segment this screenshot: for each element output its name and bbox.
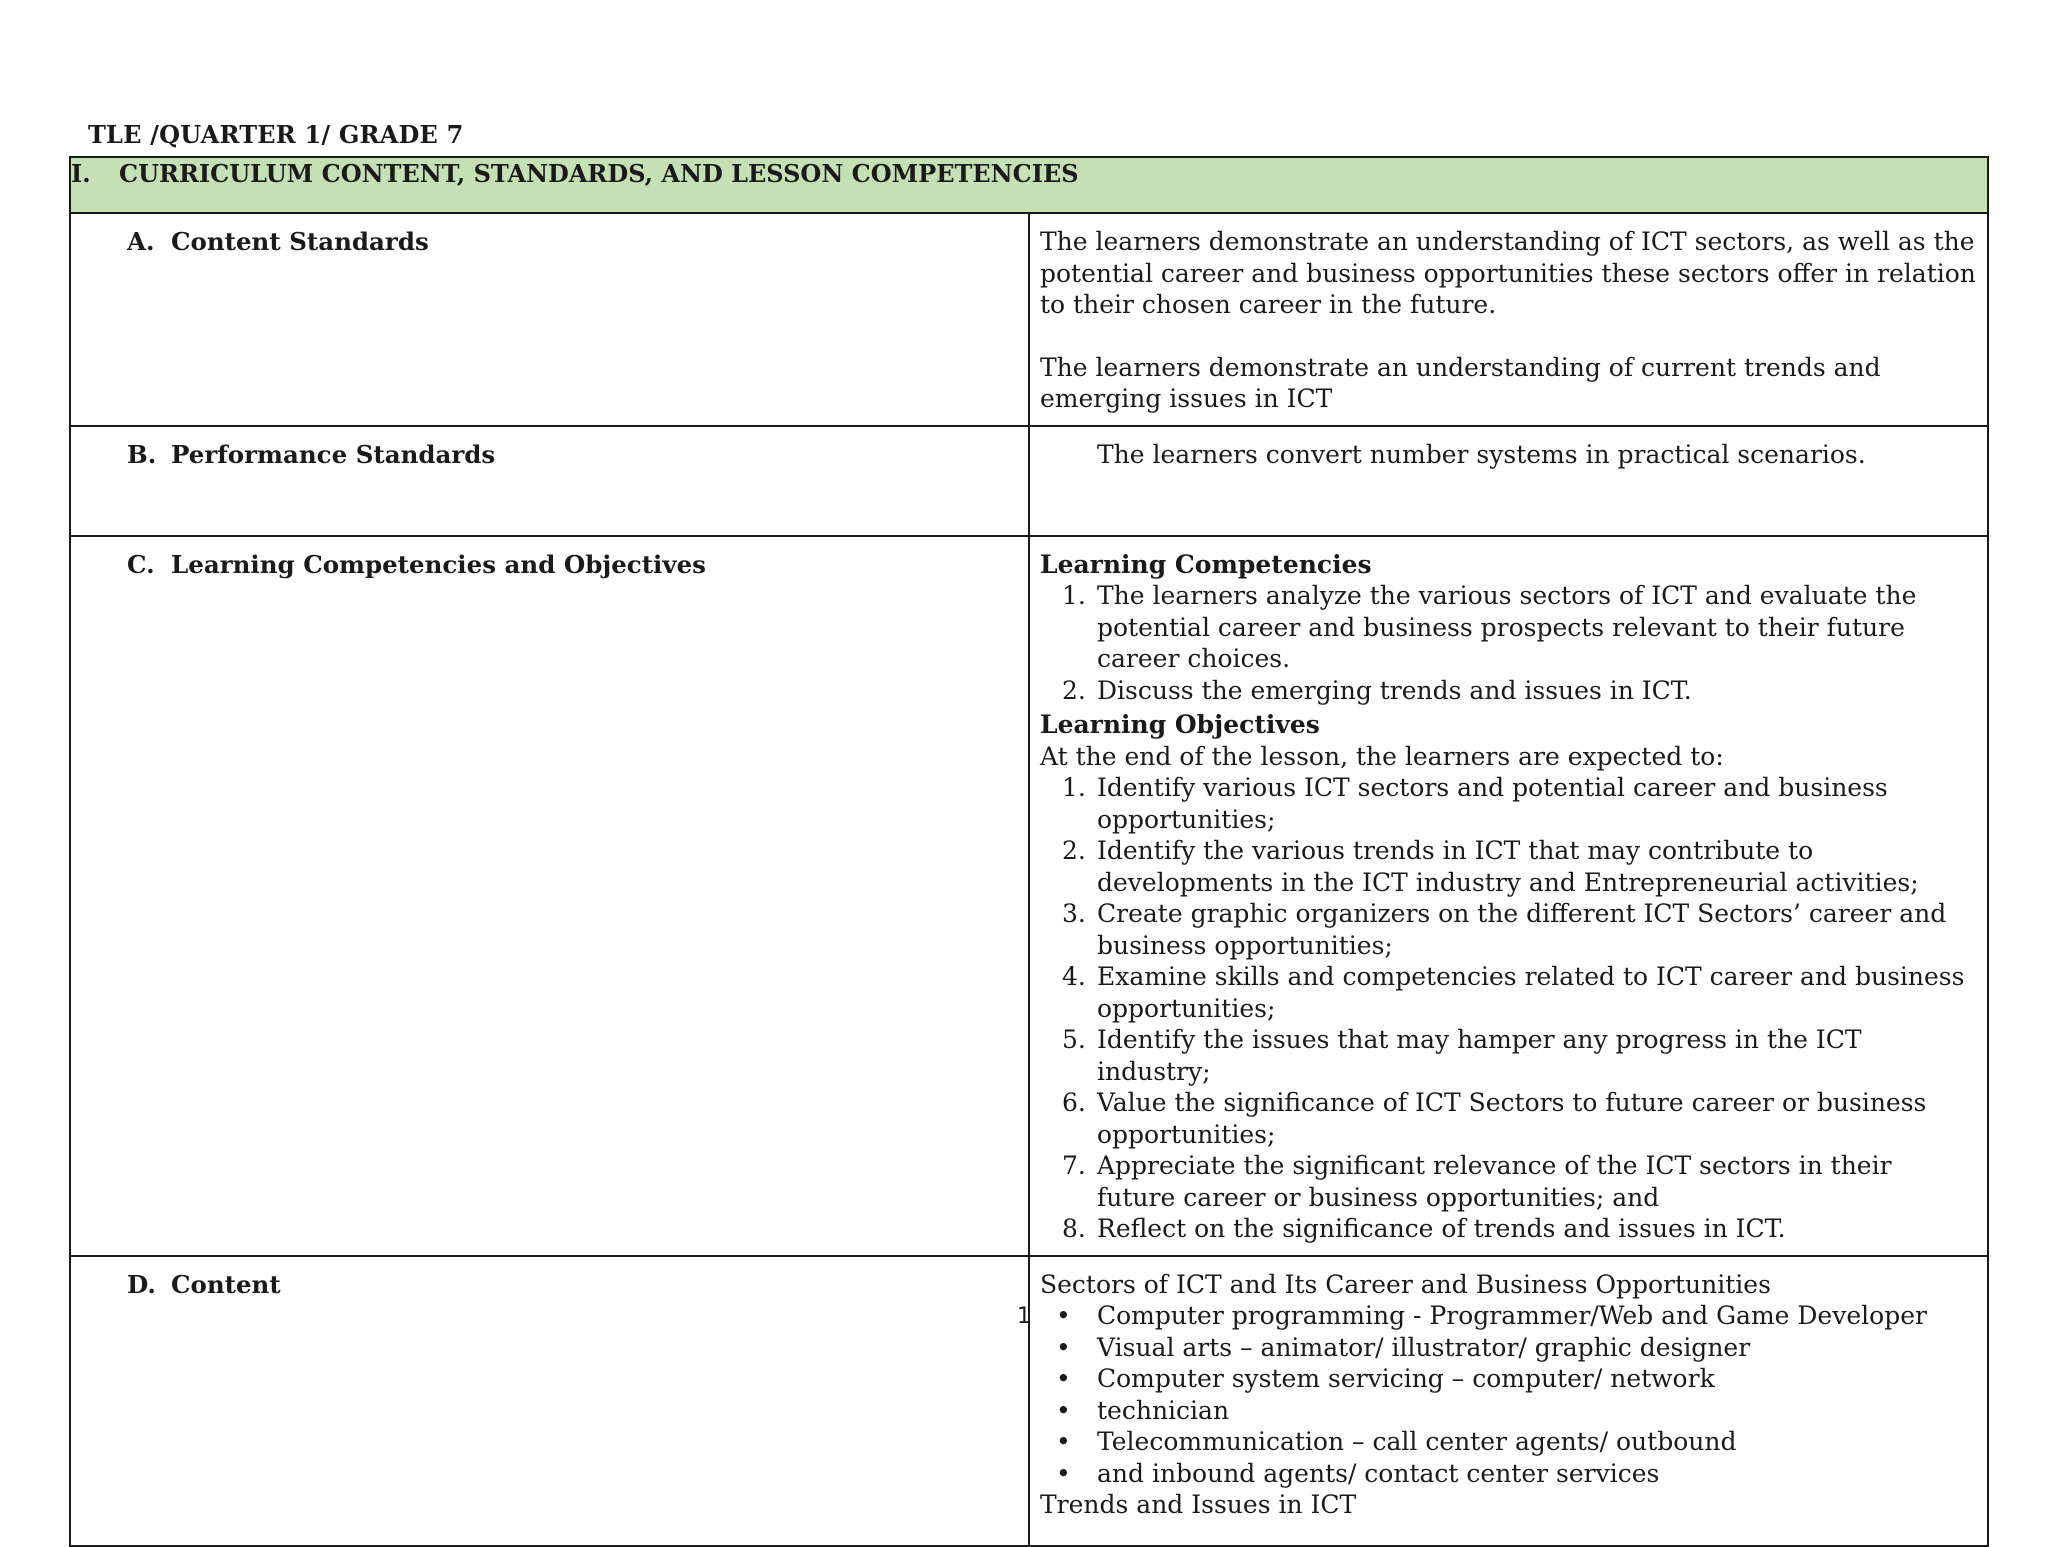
item-text: Telecommunication – call center agents/ outbound	[1097, 1427, 1737, 1456]
list-item	[1040, 898, 1977, 961]
competencies-row	[70, 536, 1988, 1256]
content-outro: Trends and Issues in ICT	[1040, 1490, 1357, 1519]
content-standards-label-cell	[70, 213, 1029, 426]
list-item	[1040, 1395, 1977, 1427]
bullet-icon: •	[1056, 1427, 1071, 1456]
list-item	[1040, 675, 1977, 707]
competencies-cell	[1029, 536, 1988, 1256]
item-number: 3.	[1062, 899, 1086, 928]
item-text: Examine skills and competencies related to ICT career and business opportunities;	[1097, 962, 1965, 1023]
objectives-intro: At the end of the lesson, the learners are expected to:	[1040, 741, 1724, 771]
item-text: technician	[1097, 1395, 1230, 1425]
item-text: Identify the issues that may hamper any progress in the ICT industry;	[1097, 1025, 1862, 1086]
document-title: TLE /QUARTER 1/ GRADE 7	[88, 120, 464, 149]
performance-standards-row	[70, 426, 1988, 536]
item-text: Create graphic organizers on the different ICT Sectors’ career and business opportunities;	[1097, 899, 1947, 960]
section-header	[70, 157, 1988, 213]
list-item	[1040, 1426, 1977, 1458]
item-number: 8.	[1062, 1214, 1086, 1243]
list-item	[1040, 835, 1977, 898]
objectives-list	[1040, 772, 1977, 1245]
list-item	[1040, 1087, 1977, 1150]
list-item	[1040, 1024, 1977, 1087]
item-number: 1.	[1062, 581, 1086, 610]
row-letter: B.	[127, 439, 157, 469]
bullet-icon: •	[1056, 1364, 1071, 1393]
item-text: Identify the various trends in ICT that may contribute to developments in the ICT industry and Entrepreneurial activities;	[1097, 836, 1919, 897]
list-item	[1040, 1213, 1977, 1245]
content-label: Content	[171, 1269, 281, 1299]
page-number: 1	[1017, 1304, 1031, 1329]
list-item	[1040, 1332, 1977, 1364]
row-letter: C.	[127, 549, 155, 579]
item-number: 5.	[1062, 1025, 1086, 1054]
item-number: 4.	[1062, 962, 1086, 991]
performance-standards-cell	[1029, 426, 1988, 536]
content-standard-paragraph: The learners demonstrate an understanding of current trends and emerging issues in ICT	[1040, 352, 1881, 413]
item-text: Computer system servicing – computer/ network	[1097, 1364, 1715, 1393]
item-text: The learners analyze the various sectors of ICT and evaluate the potential career and business prospects relevant to their future career choices.	[1097, 581, 1917, 673]
item-number: 2.	[1062, 836, 1086, 865]
item-text: Discuss the emerging trends and issues in ICT.	[1097, 675, 1692, 705]
list-item	[1040, 1150, 1977, 1213]
competencies-list	[1040, 580, 1977, 706]
competencies-heading: Learning Competencies	[1040, 549, 1372, 579]
list-item	[1040, 580, 1977, 675]
bullet-icon: •	[1056, 1301, 1071, 1330]
content-intro: Sectors of ICT and Its Career and Business Opportunities	[1040, 1269, 1771, 1299]
item-text: Reflect on the significance of trends and issues in ICT.	[1097, 1214, 1786, 1243]
item-text: Appreciate the significant relevance of the ICT sectors in their future career or business opportunities; and	[1097, 1151, 1892, 1212]
content-row	[70, 1256, 1988, 1546]
row-letter: D.	[127, 1269, 156, 1299]
list-item	[1040, 1363, 1977, 1395]
item-number: 6.	[1062, 1088, 1086, 1117]
list-item	[1040, 1458, 1977, 1490]
item-text: Value the significance of ICT Sectors to future career or business opportunities;	[1097, 1088, 1927, 1149]
content-standards-label: Content Standards	[171, 227, 429, 256]
list-item	[1040, 772, 1977, 835]
bullet-icon: •	[1056, 1458, 1071, 1488]
competencies-label-cell	[70, 536, 1029, 1256]
objectives-heading: Learning Objectives	[1040, 710, 1320, 739]
performance-standards-label-cell	[70, 426, 1029, 536]
bullet-icon: •	[1056, 1332, 1071, 1362]
competencies-label: Learning Competencies and Objectives	[171, 549, 706, 579]
section-title: CURRICULUM CONTENT, STANDARDS, AND LESSON COMPETENCIES	[119, 159, 1079, 188]
content-label-cell	[70, 1256, 1029, 1546]
row-letter: A.	[127, 227, 155, 256]
item-number: 1.	[1062, 773, 1086, 802]
content-cell	[1029, 1256, 1988, 1546]
item-number: 2.	[1062, 675, 1086, 705]
performance-standards-label: Performance Standards	[171, 439, 496, 469]
section-numeral: I.	[71, 159, 91, 188]
performance-standard-text: The learners convert number systems in practical scenarios.	[1097, 439, 1866, 469]
item-text: Visual arts – animator/ illustrator/ graphic designer	[1097, 1332, 1751, 1362]
list-item	[1040, 961, 1977, 1024]
content-standards-cell	[1029, 213, 1988, 426]
item-text: Computer programming - Programmer/Web and Game Developer	[1097, 1301, 1927, 1330]
item-text: Identify various ICT sectors and potential career and business opportunities;	[1097, 773, 1888, 834]
content-standards-row	[70, 213, 1988, 426]
section-header-row	[70, 157, 1988, 213]
bullet-icon: •	[1056, 1395, 1071, 1425]
curriculum-table	[69, 156, 1989, 1547]
item-number: 7.	[1062, 1151, 1086, 1180]
content-standard-paragraph: The learners demonstrate an understanding of ICT sectors, as well as the potential career and business opportunities these sectors offer in relation to their chosen career in the future.	[1040, 227, 1976, 319]
item-text: and inbound agents/ contact center services	[1097, 1458, 1660, 1488]
